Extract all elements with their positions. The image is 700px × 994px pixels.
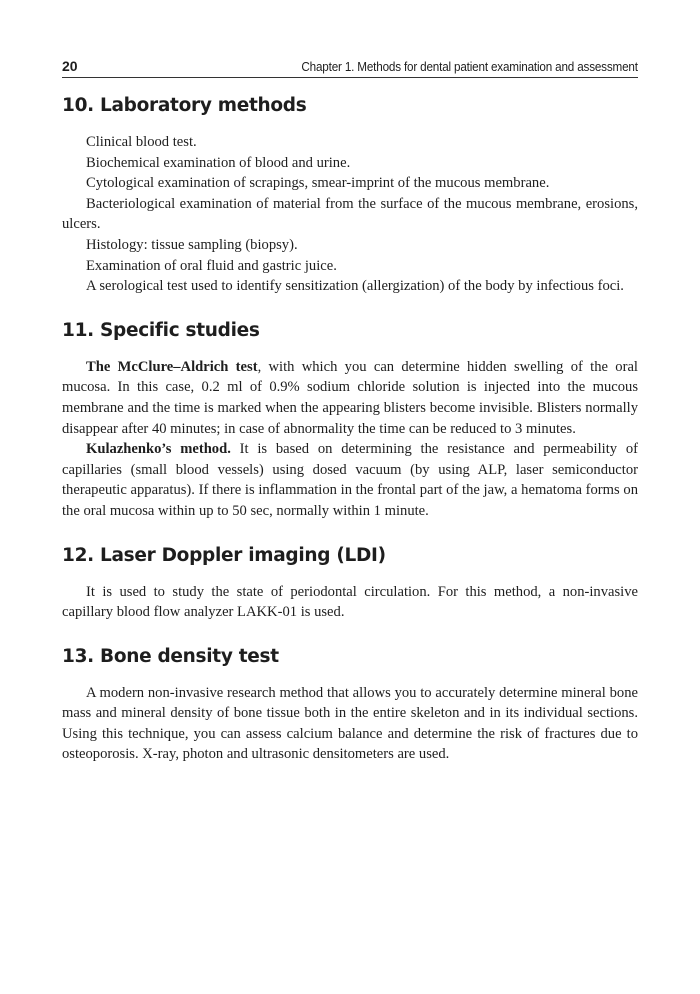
page-number: 20 [62,58,78,74]
paragraph: Histology: tissue sampling (biopsy). [86,236,298,253]
term-mcclure-aldrich: The McClure–Aldrich test [86,358,258,375]
paragraph: A serological test used to identify sensitization (allergization) of the body by infectious foci. [86,278,624,295]
paragraph-text: , with which you can determine hidden swelling of the oral mucosa. In this case, 0.2 ml of 0.9% sodium chloride solution is injected into the mucous membrane and the time is marked when the appearing blisters become invisible. Blisters normally disappear after 40 minutes; in case of abnormality the time can be reduced to 3 minutes. [62,358,638,437]
paragraph: Biochemical examination of blood and urine. [86,154,351,171]
paragraph [62,439,638,521]
paragraph: Cytological examination of scrapings, smear-imprint of the mucous membrane. [86,175,550,192]
section-heading: 11. Specific studies [62,319,260,341]
paragraph: Clinical blood test. [86,134,197,150]
paragraph: Examination of oral fluid and gastric juice. [86,257,337,274]
paragraph-text: It is based on determining the resistance and permeability of capillaries (small blood vessels) using dosed vacuum (by using ALP, laser semiconductor therapeutic apparatus). If there is inflammation in the frontal part of the jaw, a hematoma forms on the oral mucosa within up to 50 sec, normally within 1 minute. [62,441,638,519]
paragraph: A modern non-invasive research method that allows you to accurately determine mineral bone mass and mineral density of bone tissue both in the entire skeleton and in its individual sections. Using this technique, you can assess calcium balance and determine the risk of fractures due to osteoporosis. X-ray, photon and ultrasonic densitometers are used. [62,684,638,763]
section-specific-studies [62,319,638,522]
paragraph: It is used to study the state of periodontal circulation. For this method, a non-invasive capillary blood flow analyzer LAKK-01 is used. [62,583,638,621]
section-laser-doppler [62,544,638,623]
page-header [62,58,638,78]
section-bone-density [62,645,638,765]
paragraph [62,357,638,439]
running-title: Chapter 1. Methods for dental patient examination and assessment [301,59,638,74]
section-heading: 12. Laser Doppler imaging (LDI) [62,544,386,566]
page-content [62,94,638,787]
term-kulazhenko: Kulazhenko’s method. [86,441,231,458]
section-heading: 13. Bone density test [62,645,279,667]
paragraph: Bacteriological examination of material from the surface of the mucous membrane, erosions, ulcers. [62,195,638,233]
section-laboratory-methods [62,94,638,297]
section-heading: 10. Laboratory methods [62,95,307,116]
